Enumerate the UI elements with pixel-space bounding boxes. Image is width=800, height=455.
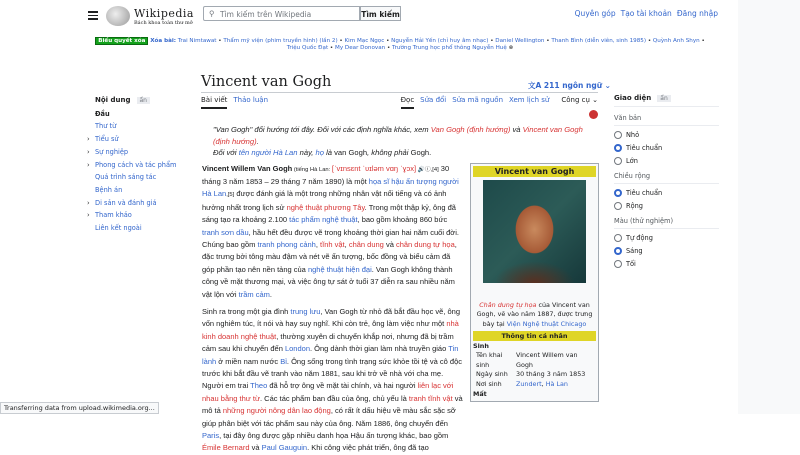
inline-link[interactable]: [ˈvɪnsɛnt ˈʋɪləm vɑŋ ˈɣɔx] xyxy=(331,163,417,173)
toc-item-label: Di sản và đánh giá xyxy=(95,198,157,207)
radio-button[interactable] xyxy=(614,157,622,165)
appearance-panel xyxy=(614,94,719,268)
toc-item-label: Sự nghiệp xyxy=(95,147,129,156)
separator: • xyxy=(216,38,224,44)
toc-item-label: Liên kết ngoài xyxy=(95,224,142,233)
toc-item[interactable] xyxy=(95,222,195,235)
toc-item[interactable] xyxy=(95,184,195,197)
inline-link[interactable]: những người nông dân lao động xyxy=(222,406,331,416)
text-run: , đặc trưng bởi tông màu đậm và nét vẽ ấn tượng, bốc đồng và biểu cảm đã góp phần tạo nên nền tảng của xyxy=(202,239,457,274)
toc-item-label: Quá trình sáng tác xyxy=(95,173,157,182)
toc-item-label: Phong cách và tác phẩm xyxy=(95,160,177,169)
wikipedia-globe-logo[interactable] xyxy=(106,6,130,26)
toc-hide-button[interactable]: ẩn xyxy=(137,97,150,104)
inline-link[interactable]: nghệ thuật phương Tây xyxy=(286,202,365,212)
toc-item[interactable] xyxy=(95,108,195,121)
radio-button[interactable] xyxy=(614,247,622,255)
text-run: Vincent Willem Van Gogh xyxy=(202,163,293,173)
radio-label: Sáng xyxy=(626,247,643,255)
inline-link[interactable]: Hà Lan xyxy=(545,379,568,388)
toc-item-label: Tham khảo xyxy=(95,211,132,220)
deletion-item-link[interactable]: Trường Trung học phổ thông Nguyễn Huệ xyxy=(392,45,507,51)
text-run: và xyxy=(249,443,262,453)
toc-item[interactable] xyxy=(87,197,195,210)
status-bar: Transferring data from upload.wikimedia.org... xyxy=(0,402,159,414)
radio-option[interactable] xyxy=(614,189,719,197)
text-run: . xyxy=(256,136,259,146)
text-run: . Van Gogh không thành công về mặt thương mại, và việc ông tự sát ở tuổi 37 diễn ra sau nhiều năm vật lộn với xyxy=(202,264,455,299)
inline-link[interactable]: Tin lành xyxy=(202,344,459,366)
inline-link[interactable]: nhà kinh doanh nghệ thuật xyxy=(202,319,459,341)
deletion-item-link[interactable]: My Dear Donovan xyxy=(335,45,386,51)
toc-title: Nội dung ẩn xyxy=(95,94,195,108)
infobox xyxy=(470,163,599,403)
inline-link[interactable]: họa sĩ hậu ấn tượng người Hà Lan xyxy=(202,176,459,199)
inline-link[interactable]: trung lưu xyxy=(290,306,321,316)
toc-item[interactable] xyxy=(87,146,195,159)
separator: • xyxy=(328,45,336,51)
wordmark: Wikipedia xyxy=(134,7,194,20)
deletion-item-link[interactable]: Thẩm mỹ viện (phim truyền hình) (lần 2) xyxy=(223,38,338,44)
login-link[interactable]: Đăng nhập xyxy=(676,9,718,18)
deletion-item-link[interactable]: Trai Nimtawat xyxy=(177,38,217,44)
text-run: ,[5] xyxy=(226,192,235,199)
table-of-contents xyxy=(87,94,195,235)
appearance-group-label: Chiều rộng xyxy=(614,172,719,184)
inline-link[interactable]: trầm cảm xyxy=(238,289,270,299)
paragraph-1 xyxy=(202,163,464,301)
text-run: 30 tháng 3 năm 1853 xyxy=(516,370,586,378)
text-run: 30 tháng 3 năm 1853 – 29 tháng 7 năm 1890) là một xyxy=(202,163,450,186)
radio-label: Lớn xyxy=(626,157,638,165)
radio-option[interactable] xyxy=(614,157,719,165)
inline-link[interactable]: tác phẩm nghệ thuật xyxy=(289,215,358,225)
radio-button[interactable] xyxy=(614,260,622,268)
inline-link[interactable]: Theo xyxy=(250,381,268,391)
separator: • xyxy=(646,38,653,44)
inline-link[interactable]: tĩnh vật xyxy=(320,239,345,249)
language-button[interactable]: 文A 211 ngôn ngữ ⌄ xyxy=(528,81,611,90)
toc-item-label: Tiểu sử xyxy=(95,135,119,144)
toc-item-label: Bệnh án xyxy=(95,185,123,194)
toc-item[interactable] xyxy=(87,159,195,172)
text-run: . Trong một thập kỷ, ông đã sáng tạo ra khoảng 2.100 xyxy=(202,202,456,225)
text-run: , tại đây ông được gặp nhiều danh họa Hậu ấn tượng khác, bao gồm xyxy=(219,431,449,441)
birth-header: Sinh xyxy=(473,342,489,350)
inline-link[interactable]: Zundert xyxy=(516,379,542,388)
toc-item[interactable] xyxy=(87,209,195,222)
divider xyxy=(201,92,598,93)
deletion-item-link[interactable]: Kim Mạc Ngọc xyxy=(344,38,385,44)
page-title: Vincent van Gogh xyxy=(201,74,332,90)
inline-link[interactable]: tranh sơn dầu xyxy=(202,227,249,237)
radio-button[interactable] xyxy=(614,202,622,210)
article-content xyxy=(202,124,599,455)
inline-link[interactable]: liên lạc với nhau bằng thư từ xyxy=(202,381,454,403)
text-run: đã hỗ trợ ông về mặt tài chính, và hai người xyxy=(267,381,418,391)
hatnote-line xyxy=(213,147,599,159)
text-run: , xyxy=(315,239,321,249)
radio-label: Tiêu chuẩn xyxy=(626,189,663,197)
text-run: (tiếng Hà Lan: xyxy=(292,166,332,173)
chevron-right-icon[interactable]: › xyxy=(87,211,90,220)
create-account-link[interactable]: Tạo tài khoản xyxy=(620,9,672,18)
infobox-row xyxy=(473,380,596,390)
separator: • xyxy=(488,38,496,44)
radio-button[interactable] xyxy=(614,189,622,197)
inline-link[interactable]: Van Gogh (định hướng) xyxy=(430,125,511,134)
infobox-key: Nơi sinh xyxy=(476,379,502,388)
translate-icon: 文A xyxy=(528,81,544,90)
text-run: . xyxy=(269,289,272,299)
tab-read[interactable]: Đọc xyxy=(401,96,415,109)
tab-history[interactable]: Xem lịch sử xyxy=(509,96,550,104)
search-button[interactable]: Tìm kiếm xyxy=(360,6,401,21)
text-run: là xyxy=(323,148,335,157)
text-run: và xyxy=(510,125,523,134)
text-run: của Vincent van Gogh, vẽ vào năm 1887, được trưng bày tại xyxy=(476,300,593,328)
radio-option[interactable] xyxy=(614,260,719,268)
radio-label: Tiêu chuẩn xyxy=(626,144,663,152)
inline-link[interactable]: Bỉ xyxy=(280,356,287,366)
chevron-right-icon[interactable]: › xyxy=(87,198,90,207)
infobox-row xyxy=(473,370,596,380)
text-run: , bao gồm khoảng 860 bức xyxy=(357,215,448,225)
text-run: , xyxy=(344,239,349,249)
inline-link[interactable]: họ xyxy=(315,148,324,157)
notice-label: Xóa bài: xyxy=(150,38,176,44)
text-run: . Ông sống trong tình trạng sức khỏe tồi tệ và cô độc trước khi bắt đầu vẽ tranh vào năm 1881, sau khi trở về nhà với cha mẹ. Người em trai xyxy=(202,356,463,391)
infobox-title: Vincent van Gogh xyxy=(473,166,596,177)
text-run: , hầu hết đều được vẽ trong khoảng thời gian hai năm cuối đời. Chúng bao gồm xyxy=(202,227,459,249)
inline-link[interactable]: nghệ thuật hiện đại xyxy=(307,264,372,274)
text-run: và xyxy=(383,239,396,249)
radio-option[interactable] xyxy=(614,234,719,242)
inline-link[interactable]: tranh tĩnh vật xyxy=(408,393,453,403)
radio-option[interactable] xyxy=(614,144,719,152)
infobox-value xyxy=(516,351,596,370)
hatnote-line xyxy=(213,124,599,147)
tools-dropdown[interactable]: Công cụ ⌄ xyxy=(561,96,598,104)
right-gutter xyxy=(738,0,800,414)
deletion-item-link[interactable]: Nguyễn Hải Yến (chỉ huy âm nhạc) xyxy=(391,38,489,44)
tab-talk[interactable]: Thảo luận xyxy=(233,96,269,104)
appearance-group-label: Màu (thử nghiệm) xyxy=(614,217,719,229)
infobox-key: Tên khai sinh xyxy=(476,351,503,369)
toc-item[interactable] xyxy=(95,120,195,133)
text-run: này, xyxy=(297,148,316,157)
appearance-hide-button[interactable]: ẩn xyxy=(657,95,670,102)
infobox-row xyxy=(473,351,596,370)
text-run: . Khi công việc phát triển, ông đã tạo xyxy=(307,443,429,453)
separator: • xyxy=(384,38,392,44)
text-run: , xyxy=(541,379,546,388)
separator: • xyxy=(544,38,552,44)
inline-link[interactable]: tên người Hà Lan xyxy=(238,148,298,157)
text-run: Vincent Willem van Gogh xyxy=(516,351,578,369)
tab-edit-source[interactable]: Sửa mã nguồn xyxy=(452,96,504,104)
separator: • xyxy=(337,38,345,44)
radio-label: Tự động xyxy=(626,234,653,242)
chevron-right-icon[interactable]: › xyxy=(87,135,90,144)
text-run: . Các tác phẩm ban đầu của ông, chủ yếu là xyxy=(260,393,409,403)
text-run: được đánh giá là một trong những nhân vật nổi tiếng và có ảnh hưởng nhất trong lịch sử xyxy=(202,189,447,212)
text-run: "Van Gogh" đổi hướng tới đây. Đối với các định nghĩa khác, xem xyxy=(213,125,431,134)
deletion-item-link[interactable]: Thanh Bình (diễn viên, sinh 1985) xyxy=(551,38,647,44)
death-header: Mất xyxy=(473,390,487,398)
header xyxy=(88,6,718,26)
chevron-right-icon[interactable]: › xyxy=(87,160,90,169)
radio-label: Rộng xyxy=(626,202,643,210)
radio-option[interactable] xyxy=(614,247,719,255)
infobox-value xyxy=(516,380,596,390)
text-run: , có rất ít dấu hiệu về màu sắc sặc sỡ giúp phân biệt với tác phẩm sau này của ông. Năm 1886, ông chuyển đến xyxy=(202,406,456,428)
infobox-section: Thông tin cá nhân xyxy=(473,331,596,341)
appearance-title: Giao diện ẩn xyxy=(614,94,719,107)
radio-option[interactable] xyxy=(614,202,719,210)
inline-link[interactable]: Vincent van Gogh (định hướng) xyxy=(213,125,583,146)
text-run: Sinh ra trong một gia đình xyxy=(202,306,291,316)
search-placeholder: Tìm kiếm trên Wikipedia xyxy=(220,10,312,19)
inline-link[interactable]: Émile Bernard xyxy=(202,443,250,453)
infobox-caption xyxy=(473,301,596,330)
search-input[interactable] xyxy=(203,6,360,21)
radio-button[interactable] xyxy=(614,144,622,152)
tagline: Bách khoa toàn thư mở xyxy=(134,20,193,26)
user-links xyxy=(570,9,718,18)
tab-article[interactable]: Bài viết xyxy=(201,96,227,109)
text-run: không phải xyxy=(371,148,409,157)
page-tabs xyxy=(201,96,598,104)
separator: • xyxy=(699,38,705,44)
radio-button[interactable] xyxy=(614,131,622,139)
text-run: và mô tả xyxy=(202,393,463,416)
inline-link[interactable]: Paris xyxy=(202,431,220,441)
inline-link[interactable]: chân dung tự họa xyxy=(395,239,455,249)
toc-item[interactable] xyxy=(95,171,195,184)
chevron-right-icon[interactable]: › xyxy=(87,147,90,156)
tab-edit[interactable]: Sửa đổi xyxy=(420,96,447,104)
self-portrait-image[interactable] xyxy=(483,180,586,283)
text-run: Gogh. xyxy=(408,148,432,157)
radio-option[interactable] xyxy=(614,131,719,139)
radio-label: Nhỏ xyxy=(626,131,640,139)
inline-link[interactable]: Viện Nghệ thuật Chicago xyxy=(506,319,587,328)
search-icon: ⚲ xyxy=(209,9,215,18)
text-run: , thường xuyên di chuyển khắp nơi, nhưng đã bị trầm cảm sau khi chuyển đến xyxy=(202,331,454,354)
hatnote xyxy=(213,124,599,159)
text-run: van Gogh xyxy=(334,148,368,157)
paragraph-2 xyxy=(202,306,464,455)
radio-button[interactable] xyxy=(614,234,622,242)
deletion-vote-badge[interactable]: Biểu quyết xóa xyxy=(95,37,148,45)
text-run: ở miền nam nước xyxy=(216,356,281,366)
infobox-key: Ngày sinh xyxy=(476,370,508,378)
infobox-value xyxy=(516,370,596,380)
radio-label: Tối xyxy=(626,260,636,268)
toc-item[interactable] xyxy=(87,133,195,146)
inline-link[interactable]: Paul Gauguin xyxy=(261,443,308,453)
deletion-item-link[interactable]: Triệu Quốc Đạt xyxy=(286,45,329,51)
inline-link[interactable]: chân dung xyxy=(348,239,384,249)
separator: • xyxy=(385,45,393,51)
inline-link[interactable]: Chân dung tự họa xyxy=(479,300,537,309)
text-run: , xyxy=(367,148,372,157)
donate-link[interactable]: Quyên góp xyxy=(574,9,616,18)
appearance-group-label: Văn bản xyxy=(614,114,719,126)
deletion-item-link[interactable]: Daniel Wellington xyxy=(495,38,545,44)
inline-link[interactable]: tranh phong cảnh xyxy=(257,239,316,249)
text-run: , Van Gogh từ nhỏ đã bắt đầu học vẽ, ông vốn nghiêm túc, ít nói và hay suy nghĩ. Khi còn trẻ, ông làm việc như một xyxy=(202,306,461,329)
deletion-item-link[interactable]: Quỳnh Anh Shyn xyxy=(652,38,700,44)
site-notice xyxy=(90,38,710,52)
article-badge-icon xyxy=(589,110,598,119)
notice-close-icon[interactable]: ⊗ xyxy=(508,45,514,51)
text-run: . Ông dành thời gian làm nhà truyền giáo xyxy=(310,344,449,354)
text-run: Đối với xyxy=(213,148,239,157)
text-run: 🔊ⓘ,[4] xyxy=(416,166,439,173)
toc-item-label: Thư từ xyxy=(95,122,117,131)
toc-item-label: Đầu xyxy=(95,109,110,118)
inline-link[interactable]: London xyxy=(284,344,310,354)
menu-icon[interactable] xyxy=(88,9,98,19)
